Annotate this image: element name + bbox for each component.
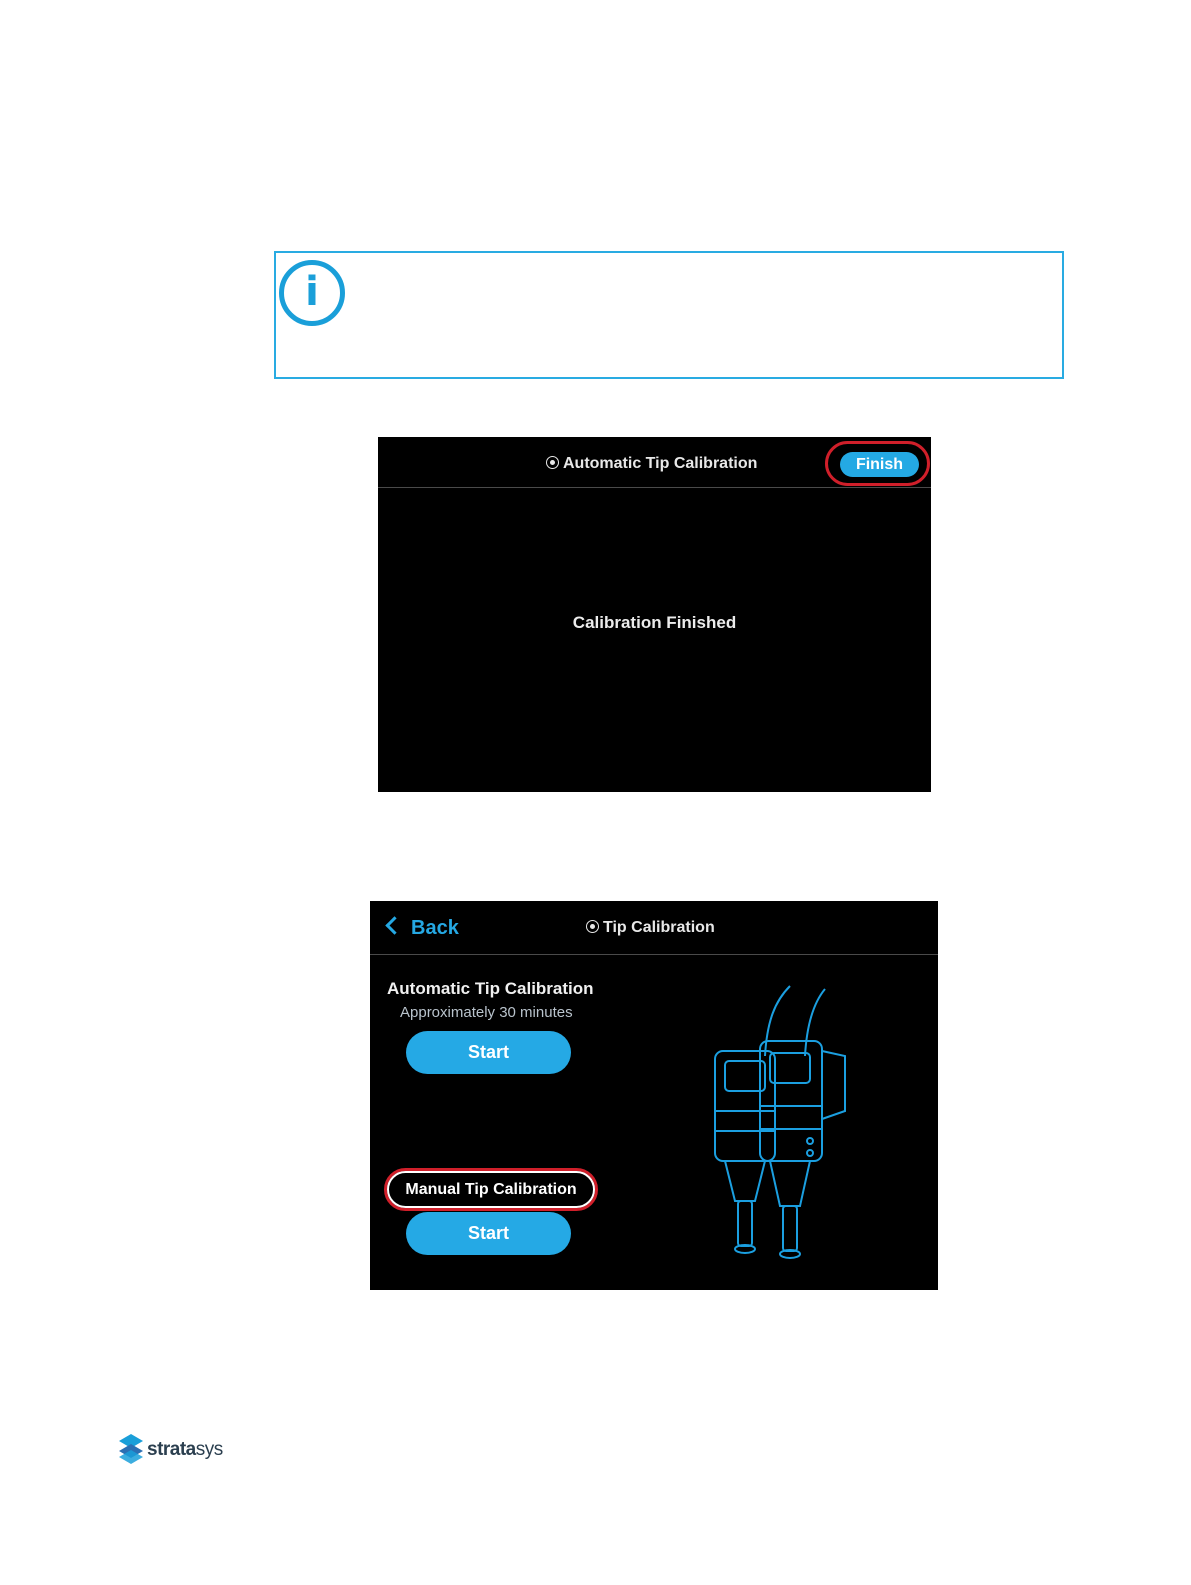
calibration-icon — [586, 920, 599, 933]
logo-wordmark: stratasys — [147, 1439, 223, 1460]
back-label: Back — [411, 917, 459, 939]
finish-button[interactable]: Finish — [840, 452, 919, 477]
screen-title — [586, 919, 715, 937]
screen-title — [546, 455, 757, 473]
status-message: Calibration Finished — [572, 613, 737, 632]
calibration-icon — [546, 456, 559, 469]
manual-calibration-highlight — [384, 1168, 598, 1211]
manual-start-button[interactable]: Start — [406, 1212, 571, 1255]
automatic-calibration-duration: Approximately 30 minutes — [400, 1004, 573, 1021]
stratasys-logo — [118, 1433, 238, 1467]
automatic-calibration-title: Automatic Tip Calibration — [387, 979, 594, 998]
screen-header — [378, 437, 931, 488]
manual-calibration-title: Manual Tip Calibration — [387, 1171, 595, 1208]
chevron-left-icon — [385, 916, 403, 934]
info-note-box — [274, 251, 1064, 379]
calibration-finished-screen — [378, 437, 931, 792]
screen-title-text: Automatic Tip Calibration — [563, 455, 758, 472]
tip-calibration-screen — [370, 901, 938, 1290]
screen-title-text: Tip Calibration — [603, 919, 715, 936]
printhead-illustration — [695, 981, 855, 1271]
info-icon: i — [279, 260, 345, 326]
automatic-start-button[interactable]: Start — [406, 1031, 571, 1074]
finish-highlight — [825, 441, 930, 486]
screen-header — [370, 901, 938, 955]
back-button[interactable] — [388, 917, 459, 940]
stratasys-logo-mark — [118, 1433, 144, 1465]
